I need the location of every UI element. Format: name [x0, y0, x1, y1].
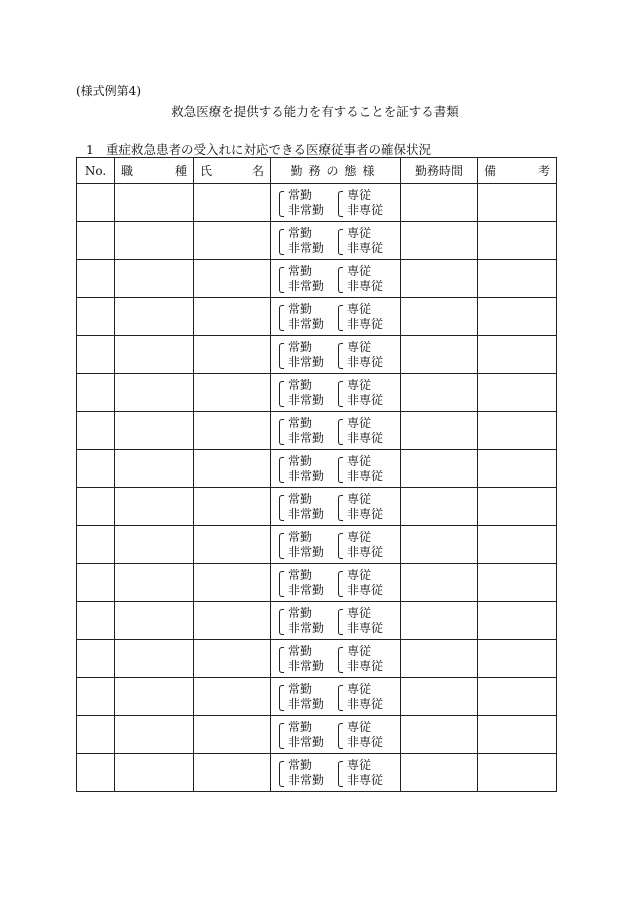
cell-work-mode[interactable]	[271, 450, 401, 488]
cell-remarks[interactable]	[478, 222, 557, 260]
cell-no[interactable]	[77, 564, 115, 602]
cell-work-mode[interactable]	[271, 222, 401, 260]
cell-no[interactable]	[77, 184, 115, 222]
cell-job-type[interactable]	[115, 716, 194, 754]
bracket-icon	[279, 685, 284, 711]
option-part-time[interactable]: 非常勤	[288, 241, 325, 255]
bracket-icon	[338, 305, 343, 331]
cell-work-mode[interactable]	[271, 488, 401, 526]
option-dedicated[interactable]: 専従	[347, 606, 372, 620]
option-full-time[interactable]: 常勤	[288, 644, 313, 658]
cell-name[interactable]	[194, 602, 271, 640]
cell-name[interactable]	[194, 298, 271, 336]
cell-name[interactable]	[194, 716, 271, 754]
cell-name[interactable]	[194, 450, 271, 488]
option-part-time[interactable]: 非常勤	[288, 583, 325, 597]
cell-no[interactable]	[77, 222, 115, 260]
option-dedicated[interactable]: 専従	[347, 492, 372, 506]
header-remarks-1: 備	[484, 164, 497, 178]
option-non-dedicated[interactable]: 非専従	[347, 621, 384, 635]
cell-remarks[interactable]	[478, 640, 557, 678]
option-part-time[interactable]: 非常勤	[288, 659, 325, 673]
option-dedicated[interactable]: 専従	[347, 302, 372, 316]
table-row	[77, 602, 557, 640]
header-no: No.	[77, 158, 115, 184]
option-non-dedicated[interactable]: 非専従	[347, 659, 384, 673]
cell-no[interactable]	[77, 716, 115, 754]
cell-work-hours[interactable]	[401, 640, 478, 678]
table-row	[77, 526, 557, 564]
cell-work-mode[interactable]	[271, 754, 401, 792]
cell-name[interactable]	[194, 526, 271, 564]
option-non-dedicated[interactable]: 非専従	[347, 469, 384, 483]
table-header-row	[77, 158, 557, 184]
header-name	[194, 158, 271, 184]
option-full-time[interactable]: 常勤	[288, 340, 313, 354]
cell-name[interactable]	[194, 222, 271, 260]
table-row	[77, 412, 557, 450]
option-dedicated[interactable]: 専従	[347, 720, 372, 734]
cell-work-hours[interactable]	[401, 184, 478, 222]
option-part-time[interactable]: 非常勤	[288, 697, 325, 711]
cell-remarks[interactable]	[478, 564, 557, 602]
option-full-time[interactable]: 常勤	[288, 454, 313, 468]
option-part-time[interactable]: 非常勤	[288, 469, 325, 483]
cell-name[interactable]	[194, 640, 271, 678]
bracket-icon	[279, 571, 284, 597]
cell-remarks[interactable]	[478, 412, 557, 450]
cell-remarks[interactable]	[478, 488, 557, 526]
cell-work-mode[interactable]	[271, 526, 401, 564]
option-non-dedicated[interactable]: 非専従	[347, 773, 384, 787]
cell-remarks[interactable]	[478, 336, 557, 374]
cell-job-type[interactable]	[115, 298, 194, 336]
bracket-icon	[338, 609, 343, 635]
table-row	[77, 298, 557, 336]
cell-name[interactable]	[194, 374, 271, 412]
cell-work-hours[interactable]	[401, 754, 478, 792]
option-non-dedicated[interactable]: 非専従	[347, 697, 384, 711]
cell-work-hours[interactable]	[401, 602, 478, 640]
bracket-icon	[279, 609, 284, 635]
cell-no[interactable]	[77, 754, 115, 792]
option-non-dedicated[interactable]: 非専従	[347, 241, 384, 255]
bracket-icon	[279, 229, 284, 255]
option-dedicated[interactable]: 専従	[347, 454, 372, 468]
option-full-time[interactable]: 常勤	[288, 416, 313, 430]
option-full-time[interactable]: 常勤	[288, 758, 313, 772]
bracket-icon	[338, 419, 343, 445]
cell-name[interactable]	[194, 412, 271, 450]
table-row	[77, 640, 557, 678]
cell-name[interactable]	[194, 488, 271, 526]
section-number: 1	[86, 142, 94, 157]
option-part-time[interactable]: 非常勤	[288, 735, 325, 749]
bracket-icon	[338, 723, 343, 749]
cell-work-mode[interactable]	[271, 336, 401, 374]
bracket-icon	[338, 533, 343, 559]
cell-work-hours[interactable]	[401, 336, 478, 374]
cell-work-hours[interactable]	[401, 412, 478, 450]
table-row	[77, 450, 557, 488]
cell-name[interactable]	[194, 184, 271, 222]
cell-remarks[interactable]	[478, 678, 557, 716]
table-row	[77, 754, 557, 792]
option-part-time[interactable]: 非常勤	[288, 773, 325, 787]
cell-job-type[interactable]	[115, 640, 194, 678]
cell-work-hours[interactable]	[401, 450, 478, 488]
table-row	[77, 222, 557, 260]
header-work-hours: 勤務時間	[401, 158, 478, 184]
header-work-mode: 勤務の態様	[271, 158, 401, 184]
cell-work-hours[interactable]	[401, 488, 478, 526]
cell-work-mode[interactable]	[271, 260, 401, 298]
bracket-icon	[279, 533, 284, 559]
cell-work-hours[interactable]	[401, 678, 478, 716]
option-full-time[interactable]: 常勤	[288, 682, 313, 696]
cell-work-mode[interactable]	[271, 564, 401, 602]
option-non-dedicated[interactable]: 非専従	[347, 431, 384, 445]
cell-work-mode[interactable]	[271, 184, 401, 222]
table-row	[77, 488, 557, 526]
option-dedicated[interactable]: 専従	[347, 758, 372, 772]
header-job-type-1: 職	[121, 164, 134, 178]
bracket-icon	[338, 647, 343, 673]
staff-table	[76, 157, 557, 792]
document-title: 救急医療を提供する能力を有することを証する書類	[171, 104, 459, 119]
cell-name[interactable]	[194, 564, 271, 602]
option-part-time[interactable]: 非常勤	[288, 621, 325, 635]
cell-no[interactable]	[77, 602, 115, 640]
option-dedicated[interactable]: 専従	[347, 340, 372, 354]
cell-remarks[interactable]	[478, 526, 557, 564]
option-dedicated[interactable]: 専従	[347, 264, 372, 278]
bracket-icon	[279, 191, 284, 217]
option-dedicated[interactable]: 専従	[347, 226, 372, 240]
header-name-1: 氏	[200, 164, 213, 178]
bracket-icon	[279, 267, 284, 293]
table-row	[77, 564, 557, 602]
option-full-time[interactable]: 常勤	[288, 530, 313, 544]
section-heading	[86, 140, 431, 158]
option-full-time[interactable]: 常勤	[288, 188, 313, 202]
option-dedicated[interactable]: 専従	[347, 568, 372, 582]
cell-work-mode[interactable]	[271, 374, 401, 412]
cell-job-type[interactable]	[115, 336, 194, 374]
option-non-dedicated[interactable]: 非専従	[347, 583, 384, 597]
option-non-dedicated[interactable]: 非専従	[347, 735, 384, 749]
cell-no[interactable]	[77, 640, 115, 678]
table-row	[77, 260, 557, 298]
cell-remarks[interactable]	[478, 184, 557, 222]
cell-work-hours[interactable]	[401, 374, 478, 412]
option-full-time[interactable]: 常勤	[288, 606, 313, 620]
cell-work-hours[interactable]	[401, 564, 478, 602]
bracket-icon	[338, 267, 343, 293]
form-number: (様式例第4)	[76, 84, 141, 98]
option-full-time[interactable]: 常勤	[288, 302, 313, 316]
option-non-dedicated[interactable]: 非専従	[347, 317, 384, 331]
cell-job-type[interactable]	[115, 678, 194, 716]
option-non-dedicated[interactable]: 非専従	[347, 545, 384, 559]
cell-work-mode[interactable]	[271, 602, 401, 640]
option-dedicated[interactable]: 専従	[347, 682, 372, 696]
cell-job-type[interactable]	[115, 374, 194, 412]
table-row	[77, 716, 557, 754]
bracket-icon	[338, 229, 343, 255]
cell-work-hours[interactable]	[401, 260, 478, 298]
cell-job-type[interactable]	[115, 260, 194, 298]
cell-job-type[interactable]	[115, 184, 194, 222]
table-row	[77, 336, 557, 374]
cell-work-mode[interactable]	[271, 640, 401, 678]
option-part-time[interactable]: 非常勤	[288, 545, 325, 559]
option-part-time[interactable]: 非常勤	[288, 393, 325, 407]
option-dedicated[interactable]: 専従	[347, 416, 372, 430]
bracket-icon	[279, 305, 284, 331]
cell-remarks[interactable]	[478, 602, 557, 640]
option-full-time[interactable]: 常勤	[288, 492, 313, 506]
cell-no[interactable]	[77, 412, 115, 450]
option-part-time[interactable]: 非常勤	[288, 507, 325, 521]
option-dedicated[interactable]: 専従	[347, 530, 372, 544]
bracket-icon	[279, 723, 284, 749]
cell-remarks[interactable]	[478, 260, 557, 298]
bracket-icon	[279, 381, 284, 407]
option-full-time[interactable]: 常勤	[288, 226, 313, 240]
option-part-time[interactable]: 非常勤	[288, 355, 325, 369]
cell-work-hours[interactable]	[401, 298, 478, 336]
cell-name[interactable]	[194, 678, 271, 716]
option-non-dedicated[interactable]: 非専従	[347, 507, 384, 521]
cell-work-hours[interactable]	[401, 716, 478, 754]
option-full-time[interactable]: 常勤	[288, 264, 313, 278]
option-dedicated[interactable]: 専従	[347, 378, 372, 392]
option-part-time[interactable]: 非常勤	[288, 279, 325, 293]
table-row	[77, 184, 557, 222]
cell-work-mode[interactable]	[271, 678, 401, 716]
header-remarks-2: 考	[537, 164, 550, 178]
cell-work-hours[interactable]	[401, 222, 478, 260]
cell-work-hours[interactable]	[401, 526, 478, 564]
option-non-dedicated[interactable]: 非専従	[347, 355, 384, 369]
option-non-dedicated[interactable]: 非専従	[347, 393, 384, 407]
header-job-type-2: 種	[174, 164, 187, 178]
cell-no[interactable]	[77, 488, 115, 526]
header-job-type	[115, 158, 194, 184]
cell-no[interactable]	[77, 260, 115, 298]
header-name-2: 名	[251, 164, 264, 178]
cell-job-type[interactable]	[115, 564, 194, 602]
bracket-icon	[279, 343, 284, 369]
cell-remarks[interactable]	[478, 298, 557, 336]
bracket-icon	[338, 191, 343, 217]
cell-no[interactable]	[77, 678, 115, 716]
cell-no[interactable]	[77, 298, 115, 336]
option-full-time[interactable]: 常勤	[288, 568, 313, 582]
cell-work-mode[interactable]	[271, 412, 401, 450]
option-dedicated[interactable]: 専従	[347, 188, 372, 202]
bracket-icon	[279, 495, 284, 521]
cell-no[interactable]	[77, 374, 115, 412]
bracket-icon	[338, 685, 343, 711]
cell-work-mode[interactable]	[271, 298, 401, 336]
option-full-time[interactable]: 常勤	[288, 720, 313, 734]
bracket-icon	[338, 571, 343, 597]
cell-job-type[interactable]	[115, 526, 194, 564]
bracket-icon	[338, 495, 343, 521]
cell-job-type[interactable]	[115, 450, 194, 488]
cell-remarks[interactable]	[478, 754, 557, 792]
cell-name[interactable]	[194, 336, 271, 374]
cell-job-type[interactable]	[115, 222, 194, 260]
cell-no[interactable]	[77, 526, 115, 564]
header-remarks	[478, 158, 557, 184]
cell-no[interactable]	[77, 336, 115, 374]
cell-job-type[interactable]	[115, 754, 194, 792]
option-non-dedicated[interactable]: 非専従	[347, 203, 384, 217]
cell-name[interactable]	[194, 754, 271, 792]
cell-job-type[interactable]	[115, 488, 194, 526]
bracket-icon	[338, 761, 343, 787]
cell-remarks[interactable]	[478, 716, 557, 754]
bracket-icon	[279, 419, 284, 445]
option-part-time[interactable]: 非常勤	[288, 317, 325, 331]
option-part-time[interactable]: 非常勤	[288, 431, 325, 445]
cell-work-mode[interactable]	[271, 716, 401, 754]
bracket-icon	[279, 647, 284, 673]
option-non-dedicated[interactable]: 非専従	[347, 279, 384, 293]
bracket-icon	[338, 343, 343, 369]
option-part-time[interactable]: 非常勤	[288, 203, 325, 217]
option-dedicated[interactable]: 専従	[347, 644, 372, 658]
bracket-icon	[338, 457, 343, 483]
cell-job-type[interactable]	[115, 412, 194, 450]
table-row	[77, 374, 557, 412]
bracket-icon	[338, 381, 343, 407]
bracket-icon	[279, 457, 284, 483]
option-full-time[interactable]: 常勤	[288, 378, 313, 392]
bracket-icon	[279, 761, 284, 787]
cell-job-type[interactable]	[115, 602, 194, 640]
table-row	[77, 678, 557, 716]
cell-remarks[interactable]	[478, 374, 557, 412]
cell-no[interactable]	[77, 450, 115, 488]
cell-name[interactable]	[194, 260, 271, 298]
section-heading-text: 重症救急患者の受入れに対応できる医療従事者の確保状況	[105, 142, 431, 157]
cell-remarks[interactable]	[478, 450, 557, 488]
